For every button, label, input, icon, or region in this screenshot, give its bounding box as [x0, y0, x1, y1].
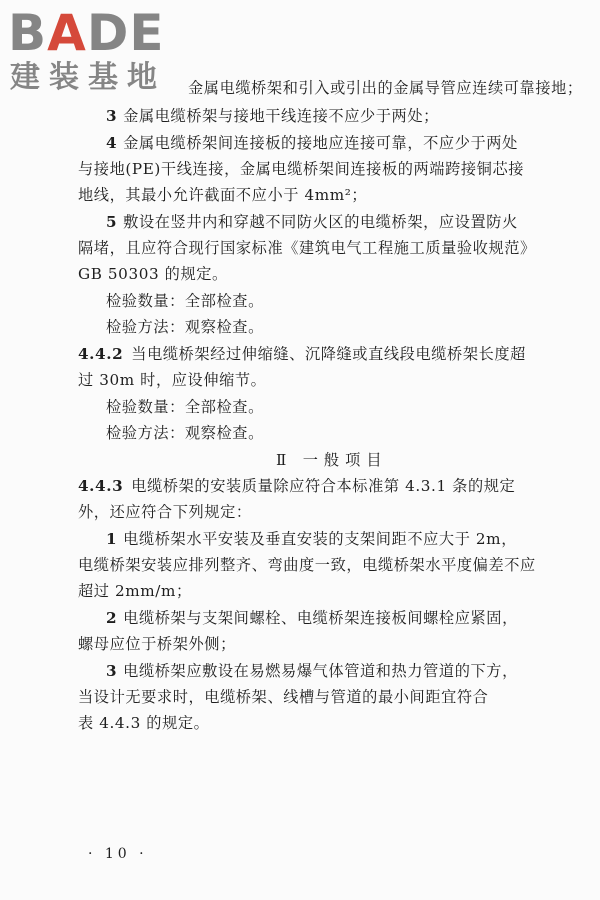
text-line: 1 电缆桥架水平安装及垂直安装的支架间距不应大于 2m， [106, 530, 517, 548]
text-line: 超过 2mm/m； [78, 582, 192, 600]
text-line: 过 30m 时，应设伸缩节。 [78, 371, 267, 389]
text-line: 当设计无要求时，电缆桥架、线槽与管道的最小间距宜符合 [78, 688, 489, 706]
text-line: 2 电缆桥架与支架间螺栓、电缆桥架连接板间螺栓应紧固， [106, 609, 518, 627]
text-line: 检验方法：观察检查。 [106, 318, 264, 336]
logo-brand-cn: 建装基地 [10, 60, 166, 95]
text-line: 4 金属电缆桥架间连接板的接地应连接可靠，不应少于两处 [106, 134, 518, 152]
text-line: 电缆桥架安装应排列整齐、弯曲度一致，电缆桥架水平度偏差不应 [78, 556, 536, 574]
text-line: 3 电缆桥架应敷设在易燃易爆气体管道和热力管道的下方， [106, 662, 518, 680]
text-line: 表 4.4.3 的规定。 [78, 714, 210, 732]
section-heading: Ⅱ 一 般 项 目 [276, 451, 383, 469]
clause-line: 4.4.3 电缆桥架的安装质量除应符合本标准第 4.3.1 条的规定 [78, 477, 516, 495]
text-line: 5 敷设在竖井内和穿越不同防火区的电缆桥架，应设置防火 [106, 213, 518, 231]
text-line: 检验数量：全部检查。 [106, 398, 264, 416]
clause-line: 4.4.2 当电缆桥架经过伸缩缝、沉降缝或直线段电缆桥架长度超 [78, 345, 526, 363]
text-line: 螺母应位于桥架外侧； [78, 635, 236, 653]
text-line: 金属电缆桥架和引入或引出的金属导管应连续可靠接地； [188, 79, 583, 97]
text-line: 隔堵，且应符合现行国家标准《建筑电气工程施工质量验收规范》 [78, 239, 536, 257]
text-line: 地线，其最小允许截面不应小于 4mm²； [78, 186, 368, 204]
text-line: 与接地(PE)干线连接，金属电缆桥架间连接板的两端跨接铜芯接 [78, 160, 525, 178]
logo-brand-en: BADE [8, 4, 165, 62]
page-number: · 10 · [88, 846, 148, 862]
bade-watermark-logo [4, 4, 184, 104]
text-line: 检验方法：观察检查。 [106, 424, 264, 442]
text-line: 3 金属电缆桥架与接地干线连接不应少于两处； [106, 107, 439, 125]
text-line: 外，还应符合下列规定： [78, 503, 252, 521]
text-line: 检验数量：全部检查。 [106, 292, 264, 310]
text-line: GB 50303 的规定。 [78, 265, 228, 283]
